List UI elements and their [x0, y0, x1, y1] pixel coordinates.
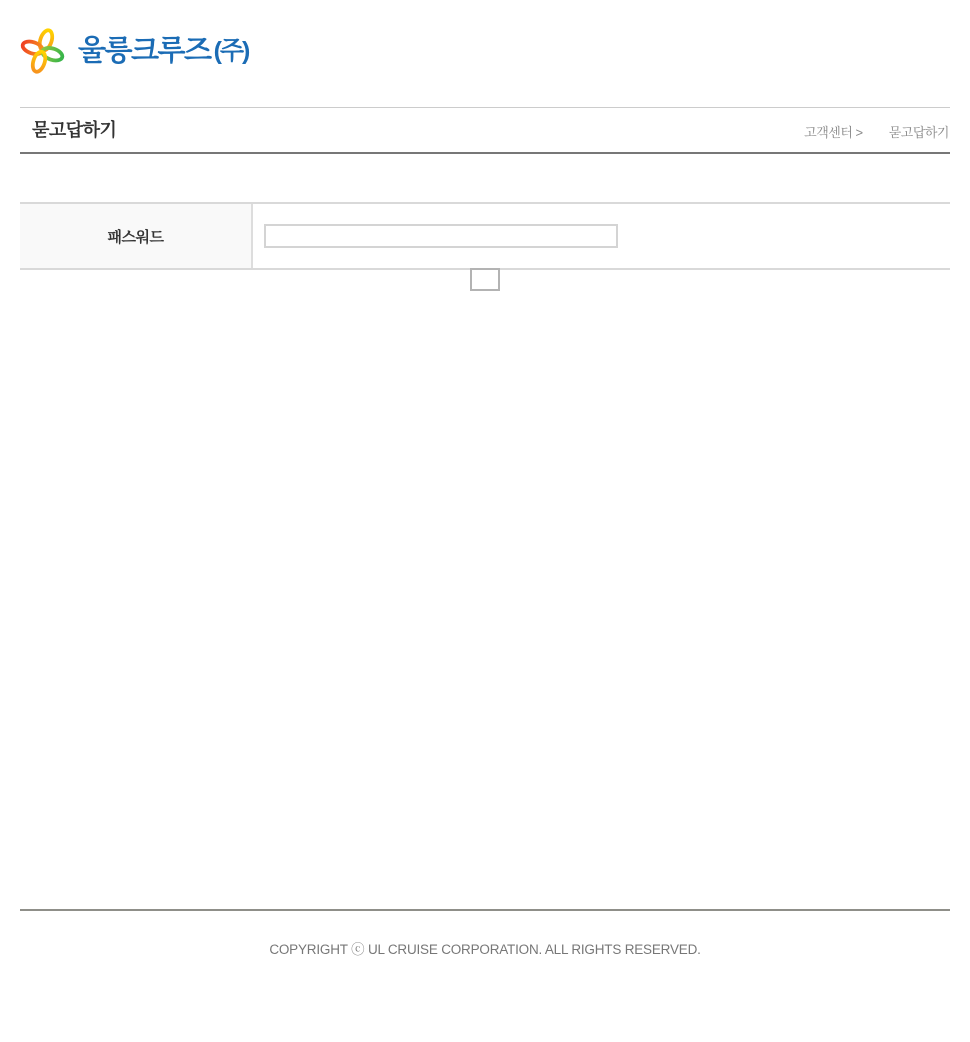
- password-label: 패스워드: [20, 204, 253, 268]
- page-title: 묻고답하기: [32, 120, 117, 140]
- footer-copyright: COPYRIGHT ⓒ UL CRUISE CORPORATION. ALL RIGHTS RESERVED.: [269, 942, 701, 957]
- footer-divider: [20, 909, 950, 911]
- breadcrumb: [804, 122, 949, 141]
- confirm-button[interactable]: [470, 268, 500, 291]
- logo-suffix-text: (주): [213, 36, 249, 65]
- password-table: [20, 202, 950, 270]
- header-bottom-divider: [20, 152, 950, 154]
- breadcrumb-current-page: 묻고답하기: [888, 125, 949, 140]
- logo-brand-text: 울릉크루즈: [78, 34, 211, 67]
- breadcrumb-customer-center[interactable]: 고객센터 >: [804, 125, 863, 140]
- logo-flower-icon: [19, 25, 66, 77]
- password-input[interactable]: [264, 224, 618, 248]
- password-input-cell: [253, 204, 950, 268]
- header-top-divider: [20, 107, 950, 108]
- logo[interactable]: [19, 25, 248, 77]
